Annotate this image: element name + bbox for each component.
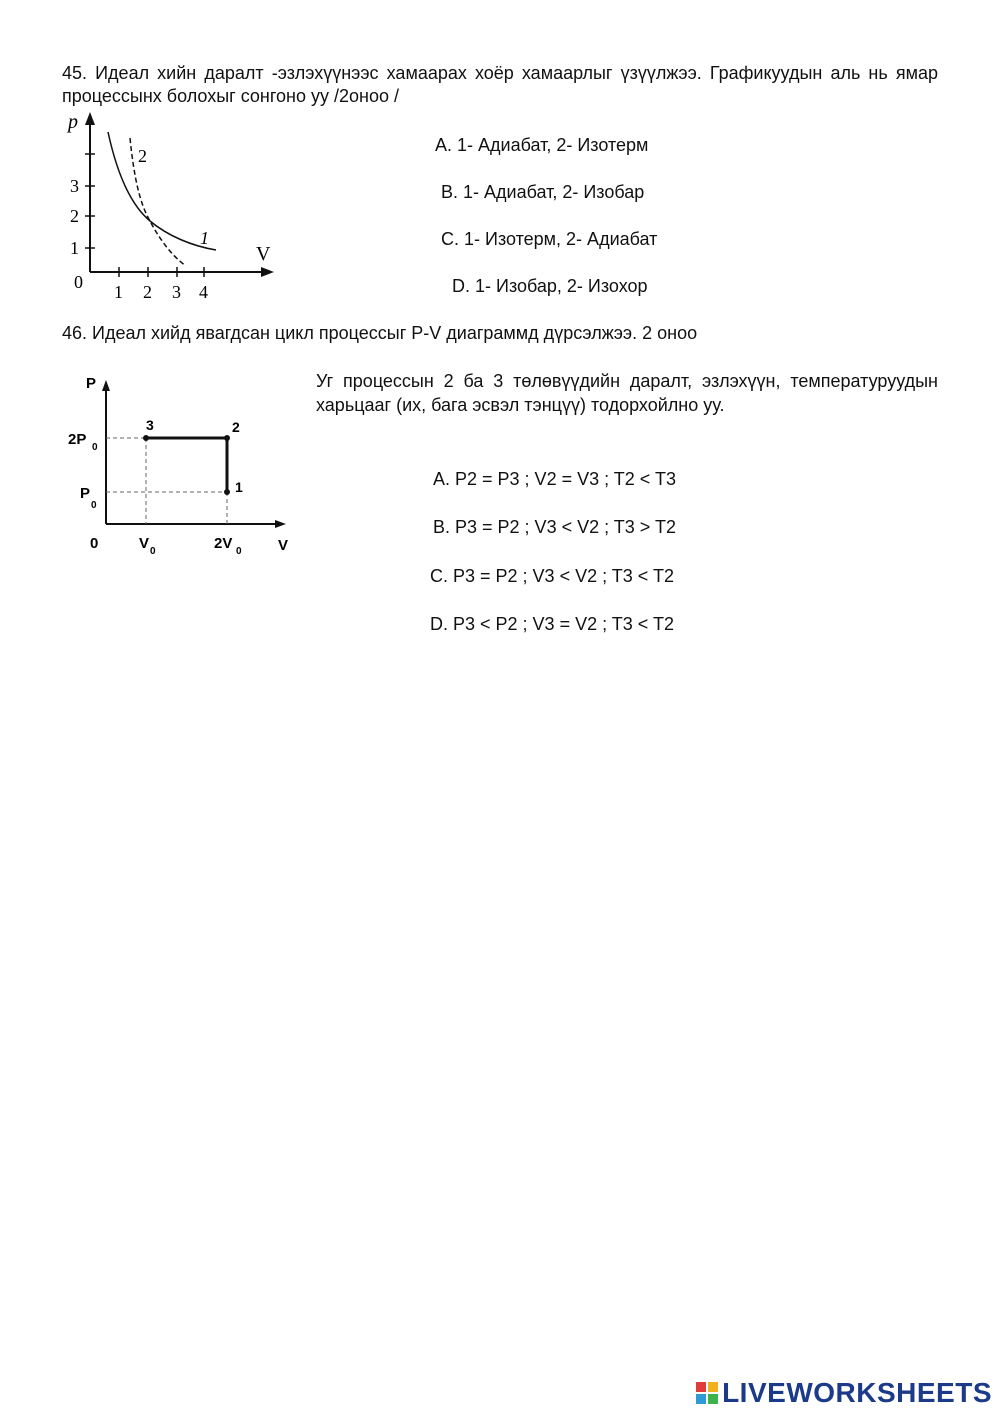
q45-y-tick-1: 1: [70, 238, 79, 258]
logo-mark-icon: [696, 1382, 718, 1404]
q45-x-tick-2: 2: [143, 282, 152, 302]
q45-y-axis-label: p: [68, 111, 78, 133]
liveworksheets-logo: [696, 1376, 992, 1410]
q46-p-tick-low-sub: 0: [91, 500, 97, 511]
state-3-label: 3: [146, 417, 154, 433]
q45-x-axis-label: V: [256, 243, 271, 265]
q45-x-tick-1: 1: [114, 282, 123, 302]
q46-v-tick-low: V: [139, 535, 150, 552]
q46-y-axis-label: P: [86, 375, 97, 392]
logo-square-3: [696, 1394, 706, 1404]
question-46-description: Уг процессын 2 ба 3 төлөвүүдийн даралт, эзлэхүүн, температуруудын харьцааг (их, бага эсвэл тэнцүү) тодорхойлно уу.: [316, 371, 938, 415]
q46-option-c[interactable]: C. P3 = P2 ; V3 < V2 ; T3 < T2: [430, 566, 674, 586]
q46-p-tick-high: 2P: [68, 431, 87, 448]
logo-text: LIVEWORKSHEETS: [722, 1377, 992, 1408]
q45-origin-label: 0: [74, 272, 83, 292]
q46-p-tick-low: P: [80, 485, 91, 502]
state-3-point: [143, 435, 149, 441]
q45-x-tick-4: 4: [199, 282, 208, 302]
q46-option-d[interactable]: D. P3 < P2 ; V3 = V2 ; T3 < T2: [430, 614, 674, 634]
q45-option-a[interactable]: A. 1- Адиабат, 2- Изотерм: [435, 135, 649, 155]
q46-v-tick-low-sub: 0: [150, 546, 156, 557]
q46-option-b[interactable]: B. P3 = P2 ; V3 < V2 ; T3 > T2: [433, 517, 676, 537]
curve-1-label: 1: [200, 228, 209, 248]
q45-option-c[interactable]: C. 1- Изотерм, 2- Адиабат: [441, 229, 658, 249]
curve-2-label: 2: [138, 146, 147, 166]
question-45-text: 45. Идеал хийн даралт -эзлэхүүнээс хамаарах хоёр хамаарлыг үзүүлжээ. Графикуудын аль нь ямар процессынх болохыг сонгоно уу /2оноо /: [62, 63, 938, 106]
logo-square-2: [708, 1382, 718, 1392]
state-2-point: [224, 435, 230, 441]
q46-pv-cycle-graph: [62, 366, 302, 562]
state-1-label: 1: [235, 479, 243, 495]
q46-p-tick-high-sub: 0: [92, 442, 98, 453]
q46-v-tick-high-sub: 0: [236, 546, 242, 557]
q45-option-d[interactable]: D. 1- Изобар, 2- Изохор: [452, 276, 648, 296]
logo-square-4: [708, 1394, 718, 1404]
state-2-label: 2: [232, 419, 240, 435]
q46-option-a[interactable]: A. P2 = P3 ; V2 = V3 ; T2 < T3: [433, 469, 676, 489]
state-1-point: [224, 489, 230, 495]
q45-y-tick-2: 2: [70, 206, 79, 226]
logo-square-1: [696, 1382, 706, 1392]
q45-y-tick-3: 3: [70, 176, 79, 196]
q46-x-axis-label: V: [278, 537, 289, 554]
q46-v-tick-high: 2V: [214, 535, 233, 552]
q45-x-tick-3: 3: [172, 282, 181, 302]
question-46-text: 46. Идеал хийд явагдсан цикл процессыг P-V диаграммд дүрсэлжээ. 2 оноо: [62, 323, 698, 343]
q46-origin-label: 0: [90, 535, 99, 552]
q45-pv-graph: [62, 108, 282, 304]
q45-option-b[interactable]: B. 1- Адиабат, 2- Изобар: [441, 182, 645, 202]
